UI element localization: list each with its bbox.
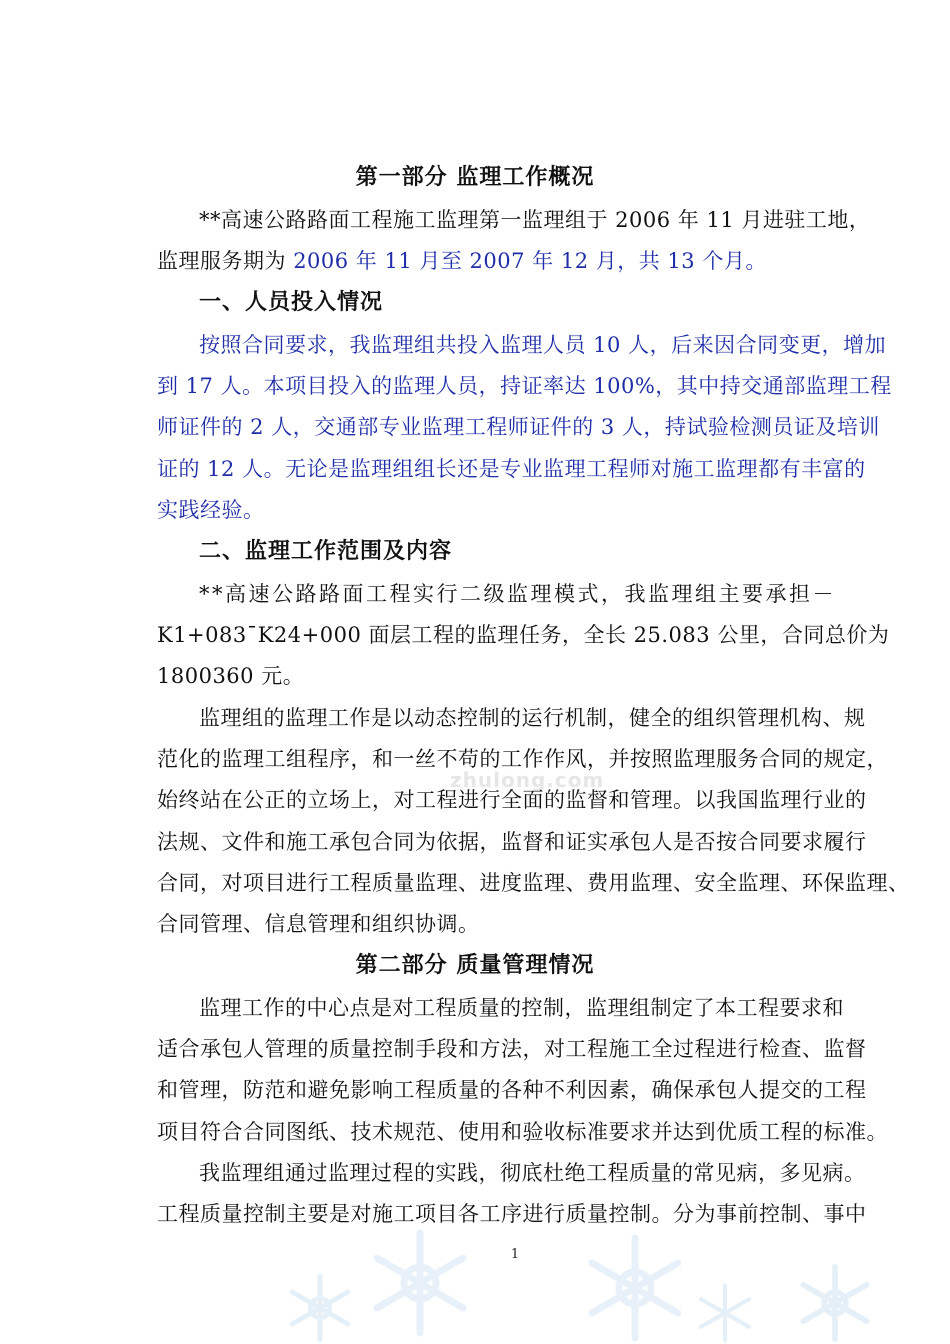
section2-para2-line: 合同管理、信息管理和组织协调。: [157, 912, 480, 936]
part2-para1-line: 和管理，防范和避免影响工程质量的各种不利因素，确保承包人提交的工程: [157, 1078, 867, 1102]
snowflake-decor-icon: [275, 1272, 365, 1344]
section2-para2-line: 始终站在公正的立场上，对工程进行全面的监督和管理。以我国监理行业的: [157, 788, 867, 812]
part1-title: 第一部分 监理工作概况: [355, 165, 595, 190]
section2-para1-line: **高速公路路面工程实行二级监理模式，我监理组主要承担－: [199, 582, 836, 606]
snowflake-decor-icon: [790, 1262, 880, 1344]
section2-para2-line: 法规、文件和施工承包合同为依据，监督和证实承包人是否按合同要求履行: [157, 830, 867, 854]
section1-line: 证的 12 人。无论是监理组组长还是专业监理工程师对施工监理都有丰富的: [157, 457, 866, 481]
intro-line2-blue: 2006 年 11 月至 2007 年 12 月，共 13 个月。: [293, 249, 767, 273]
part1-intro-line1: **高速公路路面工程施工监理第一监理组于 2006 年 11 月进驻工地，: [199, 208, 871, 232]
section2-para1-line: K1+083¯K24+000 面层工程的监理任务，全长 25.083 公里，合同总价为: [157, 623, 890, 647]
part2-para2-line: 我监理组通过监理过程的实践，彻底杜绝工程质量的常见病，多见病。: [199, 1161, 866, 1185]
part2-para1-line: 项目符合合同图纸、技术规范、使用和验收标准要求并达到优质工程的标准。: [157, 1120, 888, 1144]
section2-para2-line: 监理组的监理工作是以动态控制的运行机制，健全的组织管理机构、规: [199, 706, 866, 730]
section1-line: 实践经验。: [157, 498, 265, 522]
snowflake-decor-icon: [580, 1232, 690, 1344]
snowflake-decor-icon: [365, 1222, 475, 1344]
section1-line: 师证件的 2 人，交通部专业监理工程师证件的 3 人，持试验检测员证及培训: [157, 415, 880, 439]
section2-heading: 二、监理工作范围及内容: [199, 539, 453, 564]
page-number: 1: [510, 1247, 520, 1262]
part2-para1-line: 监理工作的中心点是对工程质量的控制，监理组制定了本工程要求和: [199, 996, 844, 1020]
part1-intro-line2: [157, 247, 950, 275]
section1-line: 到 17 人。本项目投入的监理人员，持证率达 100%，其中持交通部监理工程: [157, 374, 892, 398]
part2-para1-line: 适合承包人管理的质量控制手段和方法，对工程施工全过程进行检查、监督: [157, 1037, 867, 1061]
section2-para2-line: 合同，对项目进行工程质量监理、进度监理、费用监理、安全监理、环保监理、: [157, 871, 910, 895]
part2-para2-line: 工程质量控制主要是对施工项目各工序进行质量控制。分为事前控制、事中: [157, 1202, 867, 1226]
watermark-text: zhulong.com: [450, 768, 605, 792]
snowflake-decor-icon: [690, 1282, 760, 1344]
intro-line2-black: 监理服务期为: [157, 249, 294, 273]
section1-heading: 一、人员投入情况: [199, 290, 384, 315]
part2-title: 第二部分 质量管理情况: [355, 953, 595, 978]
section2-para2-line: 范化的监理工组程序，和一丝不苟的工作作风，并按照监理服务合同的规定，: [157, 747, 888, 771]
section1-line: 按照合同要求，我监理组共投入监理人员 10 人，后来因合同变更，增加: [199, 333, 887, 357]
section2-para1-line: 1800360 元。: [157, 664, 305, 688]
